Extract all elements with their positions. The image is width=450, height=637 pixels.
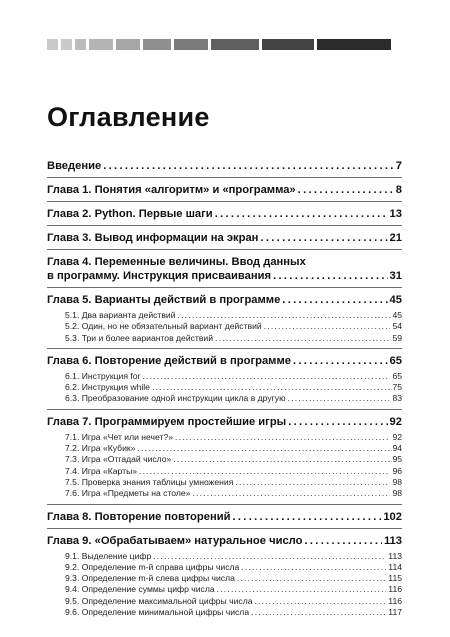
toc-chapter-entry[interactable] xyxy=(47,183,402,197)
dot-leader xyxy=(293,354,388,368)
toc-chapter-entry-page: 113 xyxy=(383,534,402,547)
toc-subsection-entry[interactable] xyxy=(47,454,402,465)
header-strip xyxy=(47,39,391,50)
toc-chapter-entry-page: 92 xyxy=(389,415,402,428)
strip-segment xyxy=(47,39,58,50)
dot-leader xyxy=(152,382,390,393)
dot-leader xyxy=(215,333,390,344)
toc-chapter-entry-page: 8 xyxy=(395,184,402,196)
toc-subsection-entry-title: 5.1. Два варианта действий xyxy=(65,310,176,320)
toc-subsection-entry-title: 9.5. Определение максимальной цифры числа xyxy=(65,595,253,606)
toc-chapter-entry-title: в программу. Инструкция присваивания xyxy=(47,270,272,282)
dot-leader xyxy=(235,477,390,488)
toc-chapter-entry-title: Глава 9. «Обрабатываем» натуральное число xyxy=(47,534,303,547)
toc-subsection-entry[interactable] xyxy=(47,596,402,607)
dot-leader xyxy=(237,573,386,584)
dot-leader xyxy=(251,607,386,618)
dot-leader xyxy=(298,183,394,197)
dot-leader xyxy=(288,393,391,404)
toc-subsection-entry-page: 54 xyxy=(392,321,402,332)
dot-leader xyxy=(282,293,387,307)
toc-chapter-entry[interactable] xyxy=(47,207,402,221)
dot-leader xyxy=(137,443,390,454)
toc-subsection-entry-page: 65 xyxy=(392,370,402,381)
toc-subsection-entry-page: 98 xyxy=(392,488,402,499)
toc-chapter xyxy=(47,528,402,623)
dot-leader xyxy=(178,310,391,321)
toc-chapter-entry[interactable] xyxy=(47,231,402,245)
dot-leader xyxy=(264,321,391,332)
toc-chapter-entry-title: Глава 7. Программируем простейшие игры xyxy=(47,415,287,428)
table-of-contents xyxy=(47,159,402,622)
toc-chapter-entry-page: 102 xyxy=(383,510,402,523)
dot-leader xyxy=(173,454,390,465)
toc-chapter-entry-title: Глава 8. Повторение повторений xyxy=(47,510,231,523)
toc-chapter-entry-page: 21 xyxy=(389,232,402,244)
toc-subsection-entry-page: 114 xyxy=(388,561,402,572)
dot-leader xyxy=(153,551,386,562)
toc-chapter-entry[interactable] xyxy=(47,293,402,307)
toc-subsections xyxy=(47,307,402,344)
toc-subsection-entry-title: 5.3. Три и более вариантов действий xyxy=(65,332,214,343)
dot-leader xyxy=(103,159,394,173)
toc-subsection-entry-title: 9.1. Выделение цифр xyxy=(65,550,152,561)
toc-subsections xyxy=(47,429,402,500)
strip-segment xyxy=(317,39,391,50)
strip-segment xyxy=(61,39,72,50)
toc-subsection-entry[interactable] xyxy=(47,333,402,344)
toc-subsection-entry-page: 94 xyxy=(392,443,402,454)
toc-subsection-entry-title: 7.3. Игра «Отгадай число» xyxy=(65,454,172,465)
toc-chapter-entry-title: Глава 1. Понятия «алгоритм» и «программа» xyxy=(47,184,296,196)
toc-subsection-entry-page: 83 xyxy=(392,393,402,404)
toc-subsection-entry-title: 7.2. Игра «Кубик» xyxy=(65,443,136,454)
toc-subsections xyxy=(47,368,402,405)
dot-leader xyxy=(241,562,386,573)
page-title: Оглавление xyxy=(47,102,210,132)
toc-subsection-entry-page: 96 xyxy=(392,465,402,476)
toc-subsection-entry[interactable] xyxy=(47,382,402,393)
toc-chapter-entry-title: Глава 6. Повторение действий в программе xyxy=(47,354,291,367)
toc-subsection-entry[interactable] xyxy=(47,562,402,573)
dot-leader xyxy=(142,371,390,382)
toc-subsection-entry-title: 5.2. Один, но не обязательный вариант действий xyxy=(65,321,262,332)
toc-chapter-entry-title: Глава 2. Python. Первые шаги xyxy=(47,208,213,220)
toc-chapter-entry-title: Глава 3. Вывод информации на экран xyxy=(47,232,259,244)
dot-leader xyxy=(192,488,390,499)
toc-subsection-entry-page: 92 xyxy=(392,431,402,442)
toc-subsection-entry[interactable] xyxy=(47,551,402,562)
dot-leader xyxy=(288,415,387,429)
toc-subsections xyxy=(47,548,402,619)
toc-chapter xyxy=(47,348,402,409)
toc-subsection-entry-title: 6.3. Преобразование одной инструкции цикла в другую xyxy=(65,393,286,404)
toc-chapter-entry[interactable] xyxy=(47,354,402,368)
dot-leader xyxy=(217,584,387,595)
toc-subsection-entry[interactable] xyxy=(47,584,402,595)
toc-subsection-entry-title: 7.4. Игра «Карты» xyxy=(65,465,138,476)
toc-subsection-entry-page: 59 xyxy=(392,332,402,343)
strip-segment xyxy=(143,39,171,50)
toc-subsection-entry-title: 7.5. Проверка знания таблицы умножения xyxy=(65,476,234,487)
strip-segment xyxy=(75,39,86,50)
toc-chapter-entry[interactable] xyxy=(47,534,402,548)
dot-leader xyxy=(255,596,387,607)
toc-subsection-entry[interactable] xyxy=(47,488,402,499)
strip-segment xyxy=(262,39,314,50)
toc-subsection-entry-page: 116 xyxy=(388,595,402,606)
toc-chapter xyxy=(47,249,402,287)
toc-chapter-entry-page: 31 xyxy=(389,270,402,282)
strip-segment xyxy=(174,39,208,50)
dot-leader xyxy=(273,269,388,283)
toc-subsection-entry[interactable] xyxy=(47,321,402,332)
toc-chapter-title-line1: Глава 4. Переменные величины. Ввод данных xyxy=(47,256,306,268)
toc-chapter-entry-page: 65 xyxy=(389,354,402,367)
toc-subsection-entry[interactable] xyxy=(47,443,402,454)
dot-leader xyxy=(139,466,390,477)
toc-chapter-entry-page: 7 xyxy=(395,160,402,172)
toc-subsection-entry-title: 9.2. Определение m-й справа цифры числа xyxy=(65,561,240,572)
toc-chapter-entry-page: 45 xyxy=(389,294,402,306)
toc-subsection-entry-page: 75 xyxy=(392,382,402,393)
toc-chapter xyxy=(47,177,402,201)
toc-subsection-entry-page: 98 xyxy=(392,476,402,487)
dot-leader xyxy=(175,432,390,443)
toc-subsection-entry-title: 6.2. Инструкция while xyxy=(65,382,150,393)
toc-chapter xyxy=(47,225,402,249)
toc-subsection-entry-page: 115 xyxy=(388,573,402,584)
toc-subsection-entry[interactable] xyxy=(47,310,402,321)
toc-subsection-entry[interactable] xyxy=(47,607,402,618)
strip-segment xyxy=(211,39,259,50)
dot-leader xyxy=(232,510,381,524)
toc-subsection-entry[interactable] xyxy=(47,573,402,584)
toc-subsection-entry[interactable] xyxy=(47,371,402,382)
toc-chapter xyxy=(47,504,402,528)
toc-chapter-entry[interactable] xyxy=(47,510,402,524)
toc-subsection-entry[interactable] xyxy=(47,393,402,404)
toc-subsection-entry[interactable] xyxy=(47,477,402,488)
toc-subsection-entry[interactable] xyxy=(47,466,402,477)
toc-chapter xyxy=(47,287,402,348)
dot-leader xyxy=(215,207,388,221)
toc-subsection-entry-page: 113 xyxy=(388,550,402,561)
dot-leader xyxy=(304,534,381,548)
toc-chapter xyxy=(47,409,402,504)
strip-segment xyxy=(116,39,140,50)
toc-subsection-entry-title: 7.6. Игра «Предметы на столе» xyxy=(65,488,191,499)
dot-leader xyxy=(260,231,387,245)
strip-segment xyxy=(89,39,113,50)
toc-subsection-entry-title: 9.6. Определение минимальной цифры числа xyxy=(65,607,250,618)
toc-subsection-entry-page: 117 xyxy=(388,607,402,618)
toc-subsection-entry-page: 95 xyxy=(392,454,402,465)
toc-chapter-entry-title: Введение xyxy=(47,160,102,172)
toc-chapter xyxy=(47,201,402,225)
toc-chapter-entry-title: Глава 5. Варианты действий в программе xyxy=(47,294,281,306)
toc-subsection-entry-title: 9.3. Определение m-й слева цифры числа xyxy=(65,573,235,584)
toc-chapter-entry[interactable] xyxy=(47,415,402,429)
toc-chapter-entry-page: 13 xyxy=(389,208,402,220)
toc-subsection-entry-title: 7.1. Игра «Чет или нечет?» xyxy=(65,431,174,442)
toc-chapter xyxy=(47,159,402,177)
toc-subsection-entry[interactable] xyxy=(47,432,402,443)
toc-subsection-entry-title: 9.4. Определение суммы цифр числа xyxy=(65,584,215,595)
toc-subsection-entry-title: 6.1. Инструкция for xyxy=(65,370,141,381)
toc-subsection-entry-page: 116 xyxy=(388,584,402,595)
toc-subsection-entry-page: 45 xyxy=(392,310,402,320)
toc-chapter-entry[interactable] xyxy=(47,159,402,173)
toc-chapter-entry[interactable] xyxy=(47,269,402,283)
